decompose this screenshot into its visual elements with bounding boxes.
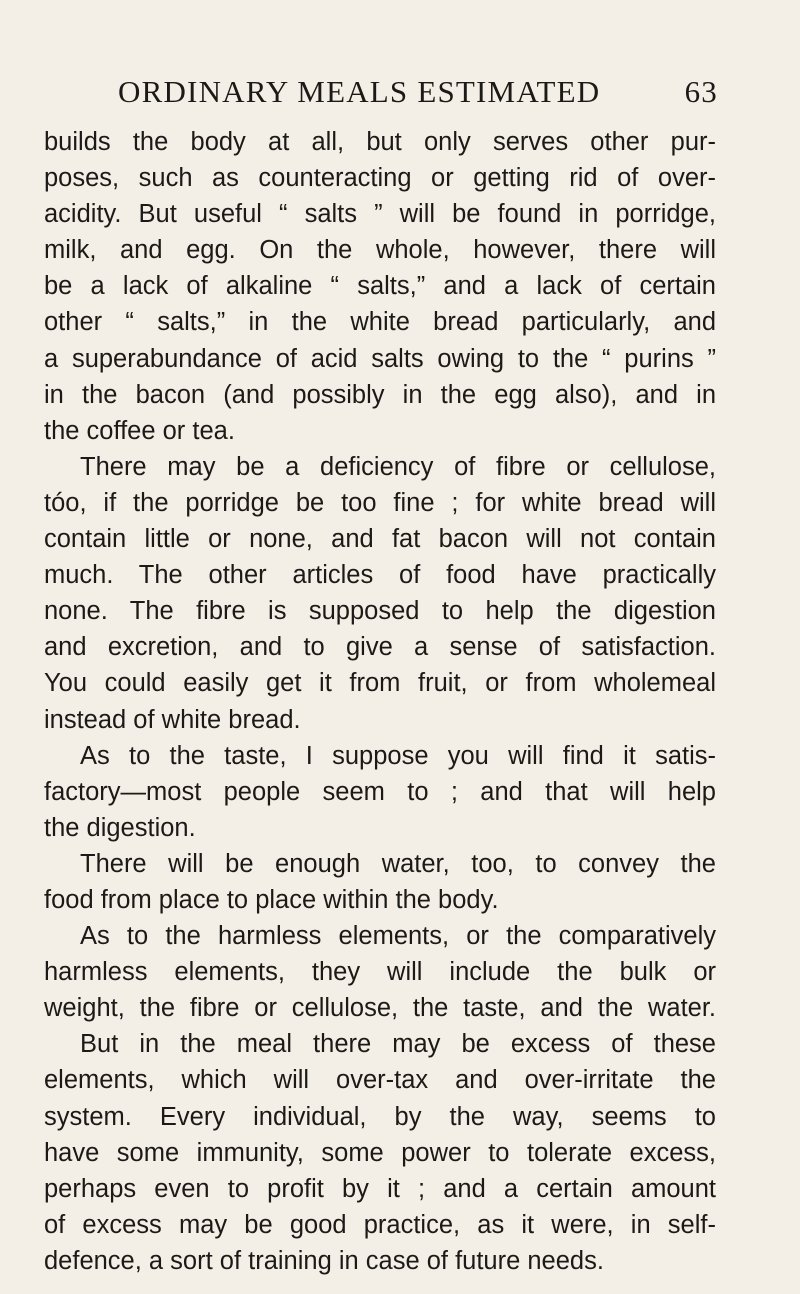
text-line: a superabundance of acid salts owing to the “ purins ” (44, 344, 716, 373)
text-line: acidity. But useful “ salts ” will be found in porridge, (44, 200, 716, 229)
text-line: But in the meal there may be excess of these (80, 1030, 716, 1059)
text-line: the digestion. (44, 813, 196, 842)
text-line: defence, a sort of training in case of future needs. (44, 1246, 604, 1275)
text-line: builds the body at all, but only serves other pur- (44, 128, 716, 156)
text-line: harmless elements, they will include the bulk or (44, 958, 716, 987)
text-line: factory—most people seem to ; and that will help (44, 777, 716, 806)
text-line: have some immunity, some power to tolerate excess, (44, 1138, 716, 1167)
text-line: perhaps even to profit by it ; and a certain amount (44, 1174, 716, 1203)
text-line: poses, such as counteracting or getting rid of over- (44, 164, 716, 193)
text-line: weight, the fibre or cellulose, the taste, and the water. (44, 994, 716, 1023)
text-line: As to the harmless elements, or the comparatively (80, 922, 716, 951)
text-line: You could easily get it from fruit, or from wholemeal (44, 669, 716, 698)
text-line: contain little or none, and fat bacon will not contain (44, 525, 716, 554)
text-line: none. The fibre is supposed to help the digestion (44, 597, 716, 626)
text-line: As to the taste, I suppose you will find it satis- (80, 741, 716, 770)
text-line: other “ salts,” in the white bread particularly, and (44, 308, 716, 337)
text-line: system. Every individual, by the way, seems to (44, 1102, 716, 1131)
text-line: be a lack of alkaline “ salts,” and a lack of certain (44, 272, 716, 301)
running-head (118, 72, 718, 112)
text-line: the coffee or tea. (44, 416, 235, 445)
text-line: There will be enough water, too, to convey the (80, 849, 716, 878)
text-line: tóo, if the porridge be too fine ; for white bread will (44, 488, 716, 517)
text-line: food from place to place within the body. (44, 885, 499, 914)
text-line: much. The other articles of food have practically (44, 561, 716, 590)
text-line: There may be a deficiency of fibre or cellulose, (80, 452, 716, 481)
page-number: 63 (684, 74, 718, 109)
running-head-title: ORDINARY MEALS ESTIMATED (118, 74, 601, 109)
text-line: elements, which will over-tax and over-irritate the (44, 1066, 716, 1095)
text-line: milk, and egg. On the whole, however, there will (44, 236, 716, 265)
body-text (44, 124, 716, 1279)
text-line: instead of white bread. (44, 705, 301, 734)
text-line: in the bacon (and possibly in the egg also), and in (44, 380, 716, 409)
text-line: and excretion, and to give a sense of satisfaction. (44, 633, 716, 662)
text-line: of excess may be good practice, as it were, in self- (44, 1210, 716, 1239)
